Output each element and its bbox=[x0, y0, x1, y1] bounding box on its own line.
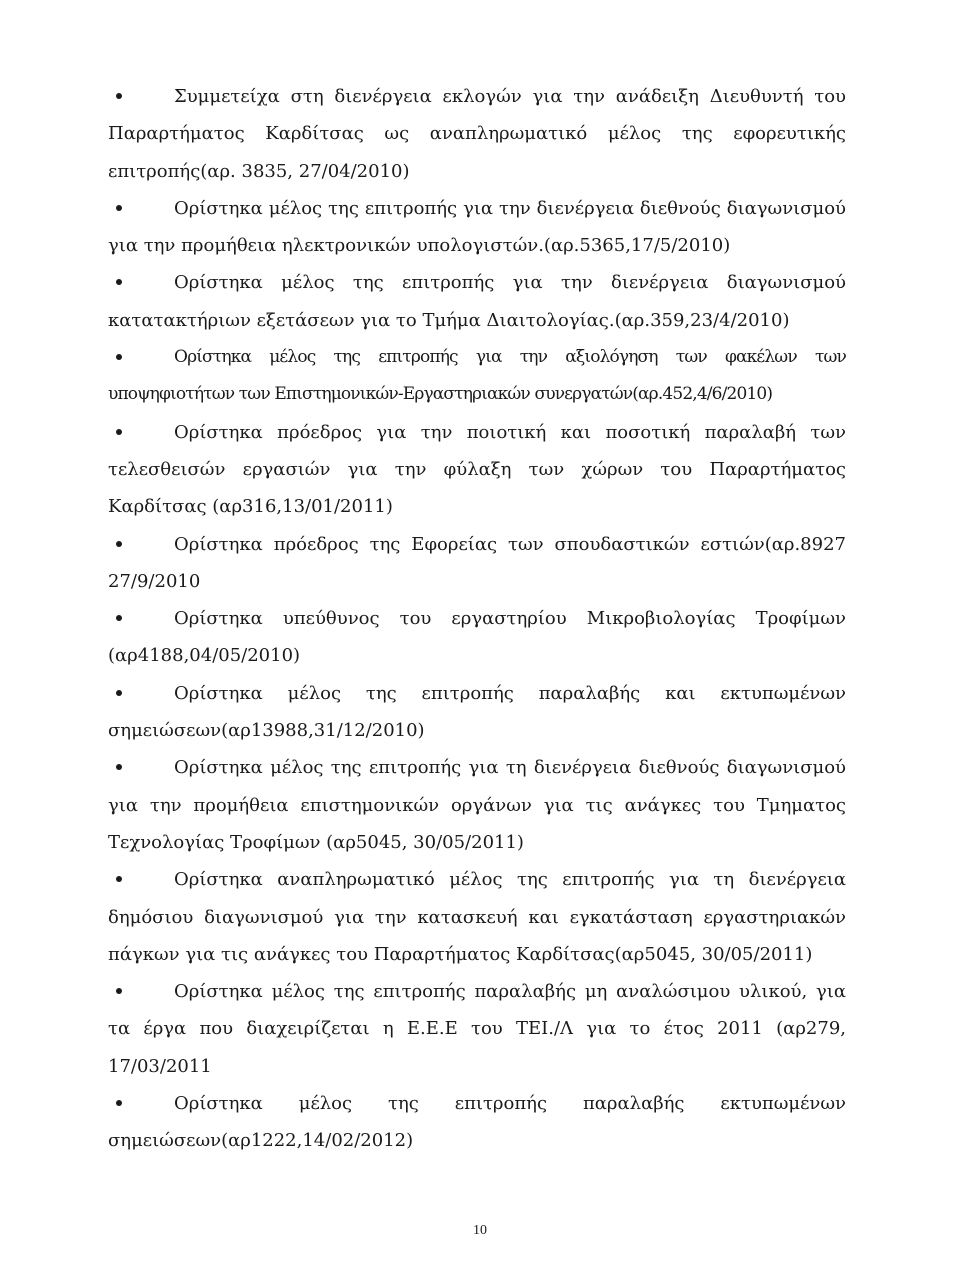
list-item-text: Ορίστηκα μέλος της επιτροπής για την αξιολόγηση των φακέλων των υποψηφιοτήτων των Επιστημονικών-Εργαστηριακών συνεργατών(αρ.452,4/6/2010) bbox=[108, 347, 846, 405]
appointments-list bbox=[108, 78, 846, 1160]
bullet-icon bbox=[116, 279, 122, 285]
list-item-text: Ορίστηκα μέλος της επιτροπής παραλαβής μη αναλώσιμου υλικού, για τα έργα που διαχειρίζεται η Ε.Ε.Ε του ΤΕΙ./Λ για το έτος 2011 (αρ279, 17/03/2011 bbox=[108, 981, 846, 1077]
bullet-icon bbox=[116, 1100, 122, 1106]
list-item bbox=[108, 675, 846, 750]
bullet-icon bbox=[116, 205, 122, 211]
list-item-text: Ορίστηκα μέλος της επιτροπής για την διενέργεια διαγωνισμού κατατακτήριων εξετάσεων για το Τμήμα Διαιτολογίας.(αρ.359,23/4/2010) bbox=[108, 272, 846, 331]
list-item bbox=[108, 339, 846, 414]
list-item-text: Ορίστηκα μέλος της επιτροπής παραλαβής εκτυπωμένων σημειώσεων(αρ1222,14/02/2012) bbox=[108, 1093, 846, 1152]
list-item-text: Ορίστηκα πρόεδρος της Εφορείας των σπουδαστικών εστιών(αρ.8927 27/9/2010 bbox=[108, 533, 846, 592]
bullet-icon bbox=[116, 690, 122, 696]
list-item-text: Ορίστηκα αναπληρωματικό μέλος της επιτροπής για τη διενέργεια δημόσιου διαγωνισμού για την κατασκευή και εγκατάσταση εργαστηριακών πάγκων για τις ανάγκες του Παραρτήματος Καρδίτσας(αρ5045, 30/05/2011) bbox=[108, 869, 846, 965]
bullet-icon bbox=[116, 93, 122, 99]
bullet-icon bbox=[116, 764, 122, 770]
list-item bbox=[108, 414, 846, 526]
list-item-text: Ορίστηκα μέλος της επιτροπής για την διενέργεια διεθνούς διαγωνισμού για την προμήθεια ηλεκτρονικών υπολογιστών.(αρ.5365,17/5/2010) bbox=[108, 197, 846, 257]
list-item-text: Ορίστηκα υπεύθυνος του εργαστηρίου Μικροβιολογίας Τροφίμων (αρ4188,04/05/2010) bbox=[108, 608, 846, 667]
list-item bbox=[108, 1085, 846, 1160]
bullet-icon bbox=[116, 876, 122, 882]
bullet-icon bbox=[116, 541, 122, 547]
bullet-icon bbox=[116, 988, 122, 994]
list-item-text: Ορίστηκα πρόεδρος για την ποιοτική και ποσοτική παραλαβή των τελεσθεισών εργασιών για την φύλαξη των χώρων του Παραρτήματος Καρδίτσας (αρ316,13/01/2011) bbox=[108, 421, 846, 518]
list-item-text: Συμμετείχα στη διενέργεια εκλογών για την ανάδειξη Διευθυντή του Παραρτήματος Καρδίτσας ως αναπληρωματικό μέλος της εφορευτικής επιτροπής(αρ. 3835, 27/04/2010) bbox=[108, 86, 846, 182]
page-number: 10 bbox=[473, 1223, 487, 1238]
list-item bbox=[108, 749, 846, 861]
bullet-icon bbox=[116, 615, 122, 621]
list-item bbox=[108, 526, 846, 601]
bullet-icon bbox=[116, 429, 122, 435]
list-item-text: Ορίστηκα μέλος της επιτροπής παραλαβής και εκτυπωμένων σημειώσεων(αρ13988,31/12/2010) bbox=[108, 682, 846, 742]
list-item bbox=[108, 78, 846, 190]
list-item-text: Ορίστηκα μέλος της επιτροπής για τη διενέργεια διεθνούς διαγωνισμού για την προμήθεια επιστημονικών οργάνων για τις ανάγκες του Τμηματος Τεχνολογίας Τροφίμων (αρ5045, 30/05/2011) bbox=[108, 757, 846, 853]
list-item bbox=[108, 973, 846, 1085]
list-item bbox=[108, 861, 846, 973]
list-item bbox=[108, 264, 846, 339]
list-item bbox=[108, 600, 846, 675]
list-item bbox=[108, 190, 846, 265]
bullet-icon bbox=[116, 354, 122, 360]
